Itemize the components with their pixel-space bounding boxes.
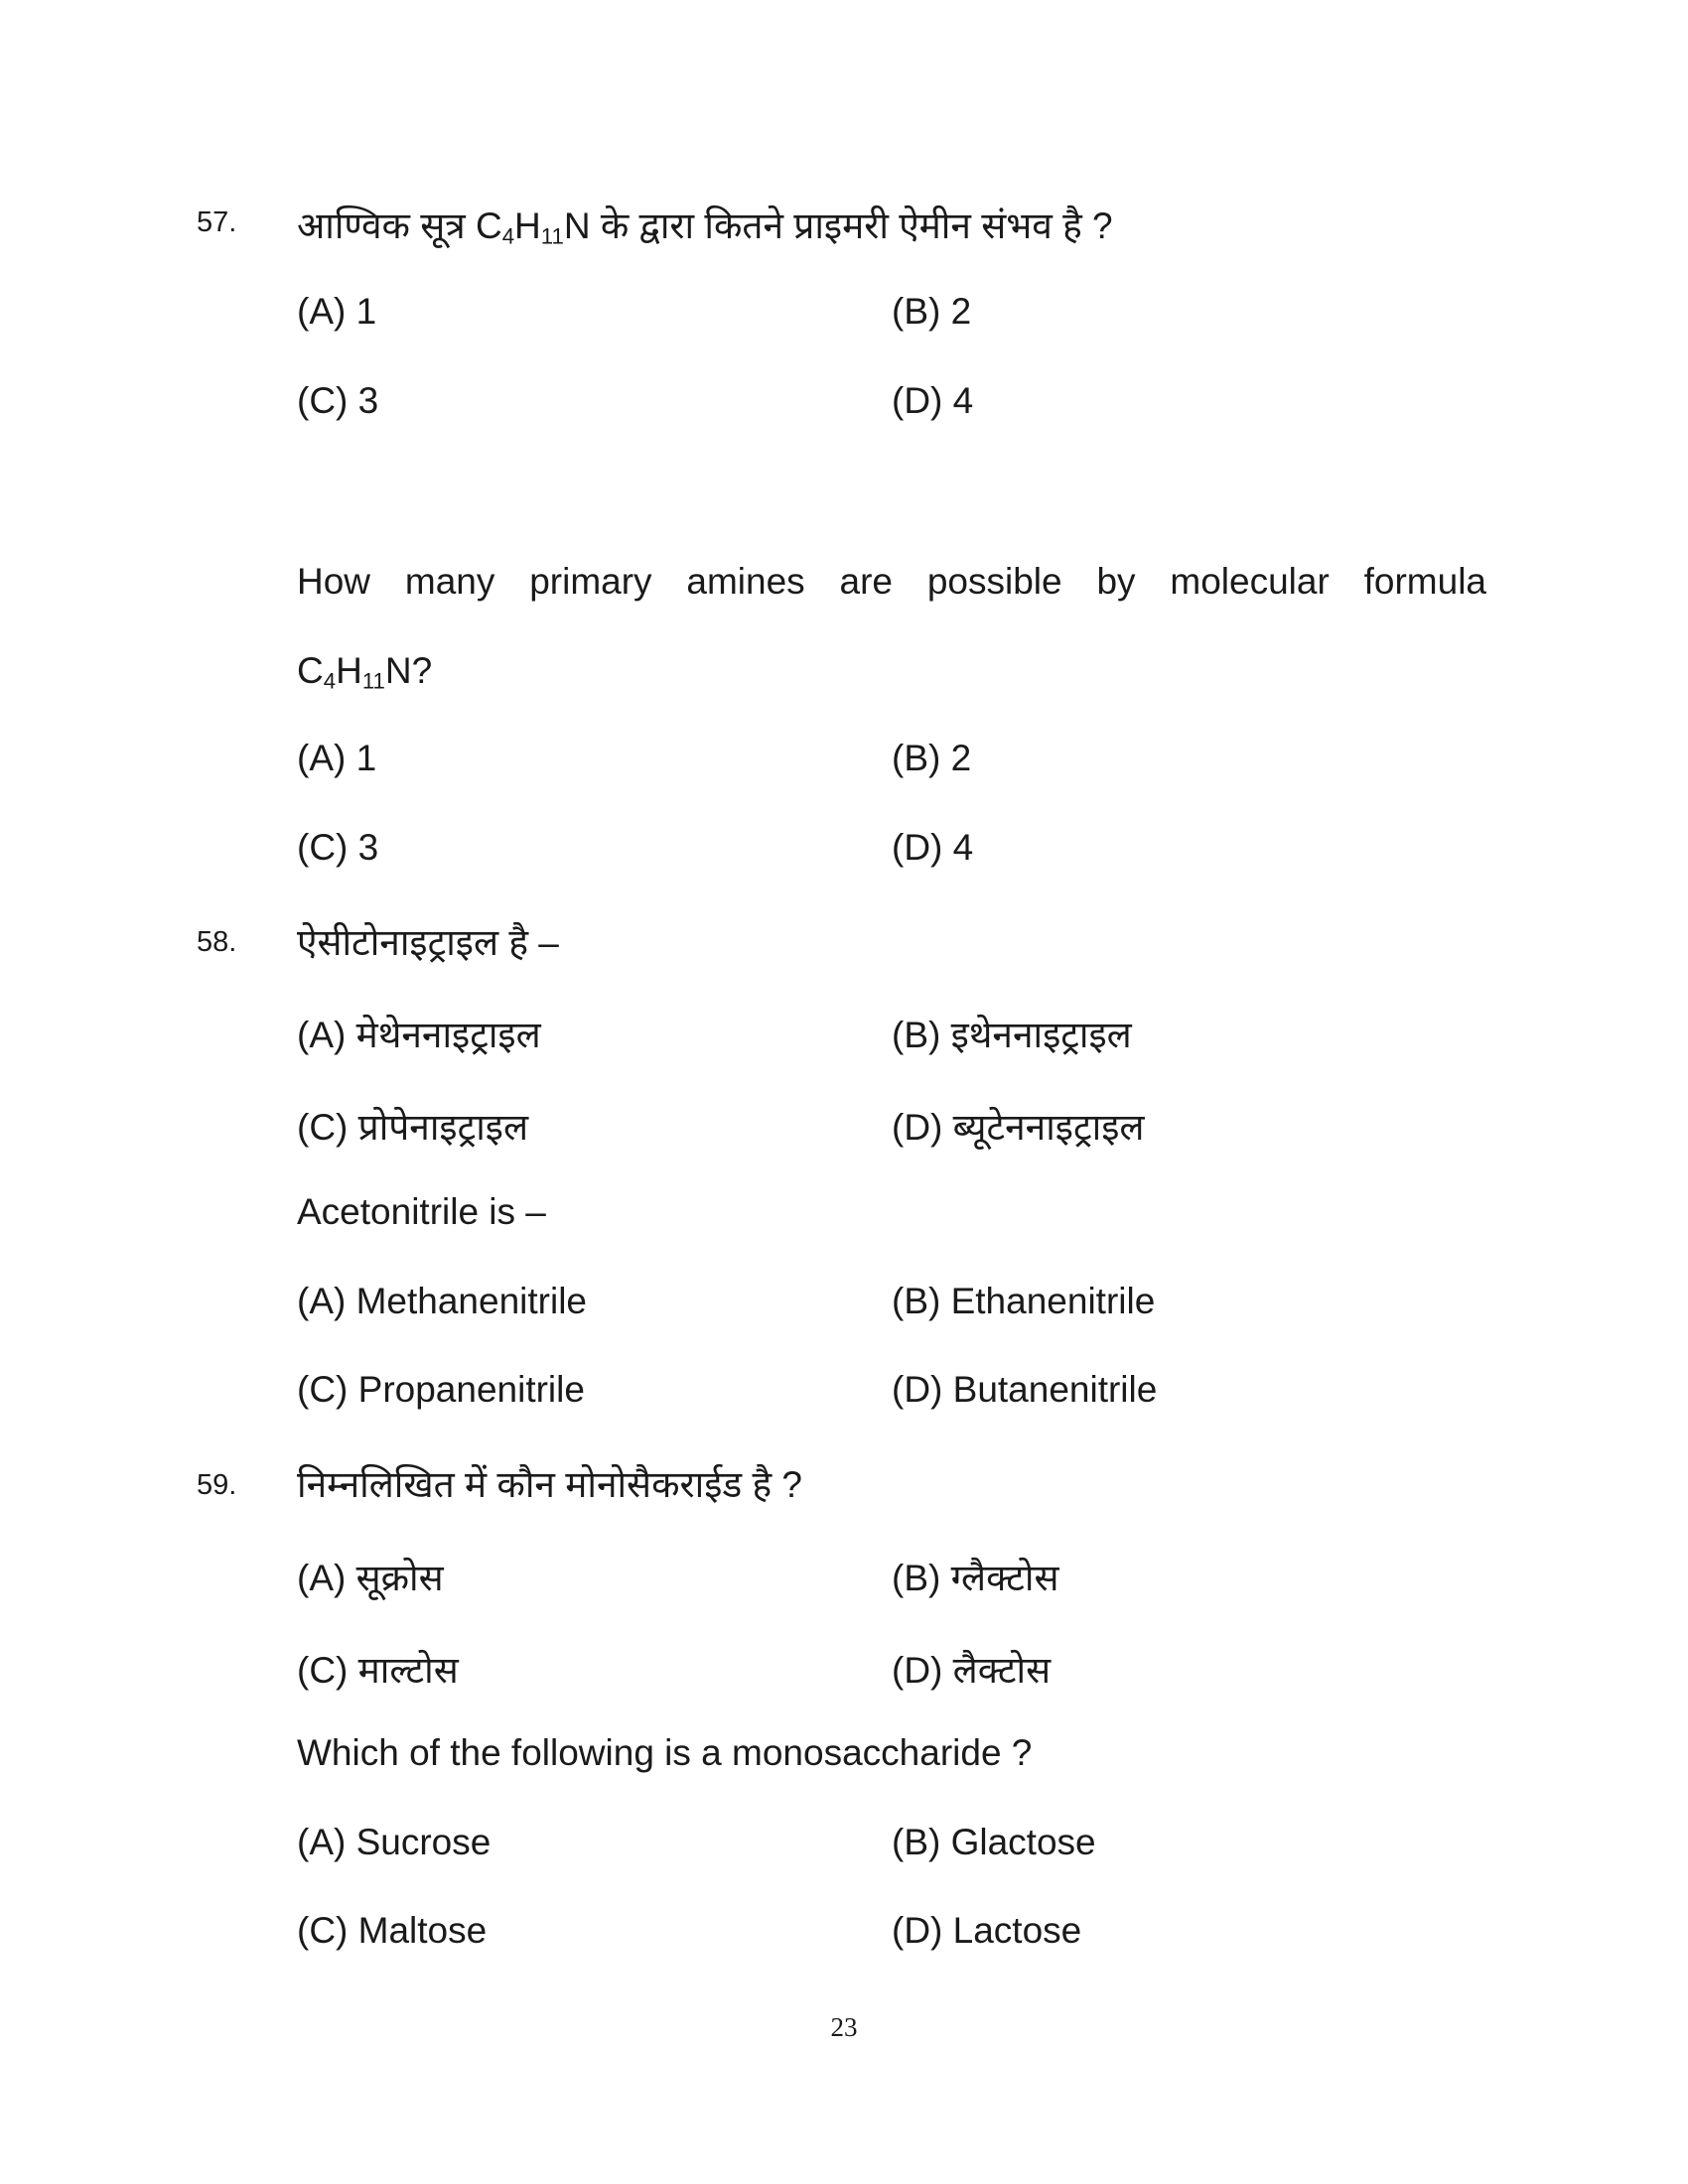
q59-hindi-option-b: (B) ग्लैक्टोस	[892, 1558, 1059, 1598]
q59-english-option-b: (B) Glactose	[892, 1822, 1096, 1862]
q58-hindi-option-b: (B) इथेननाइट्राइल	[892, 1015, 1132, 1055]
q58-hindi-option-d: (D) ब्यूटेननाइट्राइल	[892, 1107, 1145, 1148]
q57-hindi-question	[297, 199, 1113, 250]
q58-english-option-c: (C) Propanenitrile	[297, 1369, 585, 1410]
page-number: 23	[830, 2012, 858, 2042]
question-number-58: 58.	[197, 926, 237, 958]
q57-hindi-formula	[475, 205, 591, 249]
q57-english-question-line1: How many primary amines are possible by molecular formula	[297, 561, 1486, 602]
q57-english-option-c: (C) 3	[297, 827, 379, 868]
formula-h-sub: 11	[540, 223, 564, 249]
q57-hindi-option-d: (D) 4	[892, 380, 974, 421]
q58-hindi-option-c: (C) प्रोपेनाइट्राइल	[297, 1107, 529, 1148]
q58-english-question: Acetonitrile is –	[297, 1191, 546, 1232]
formula-c: C	[475, 205, 502, 246]
q57-hindi-prefix: आण्विक सूत्र	[297, 205, 476, 246]
q59-english-option-c: (C) Maltose	[297, 1910, 488, 1951]
q57-hindi-suffix: के द्वारा कितने प्राइमरी ऐमीन संभव है ?	[590, 205, 1113, 246]
q58-english-option-a: (A) Methanenitrile	[297, 1281, 588, 1321]
q57-hindi-option-a: (A) 1	[297, 291, 377, 332]
q58-english-option-d: (D) Butanenitrile	[892, 1369, 1158, 1410]
q58-english-option-b: (B) Ethanenitrile	[892, 1281, 1156, 1321]
q59-hindi-question: निम्नलिखित में कौन मोनोसैकराईड है ?	[297, 1464, 802, 1505]
formula-h-sub: 11	[361, 668, 385, 694]
formula-h: H	[336, 650, 362, 691]
question-number-59: 59.	[197, 1469, 237, 1501]
q58-hindi-option-a: (A) मेथेननाइट्राइल	[297, 1015, 541, 1055]
q59-hindi-option-a: (A) सूक्रोस	[297, 1558, 444, 1598]
formula-c: C	[297, 650, 324, 691]
q59-english-question: Which of the following is a monosaccharide ?	[297, 1732, 1033, 1773]
question-number-57: 57.	[197, 206, 237, 238]
formula-c-sub: 4	[501, 223, 515, 249]
q57-english-option-b: (B) 2	[892, 738, 972, 778]
q57-english-option-d: (D) 4	[892, 827, 974, 868]
q57-hindi-option-b: (B) 2	[892, 291, 972, 332]
q57-hindi-option-c: (C) 3	[297, 380, 379, 421]
q59-hindi-option-c: (C) माल्टोस	[297, 1650, 459, 1691]
formula-n: N?	[384, 650, 433, 691]
formula-c-sub: 4	[323, 668, 337, 694]
q59-hindi-option-d: (D) लैक्टोस	[892, 1650, 1052, 1691]
q59-english-option-a: (A) Sucrose	[297, 1822, 492, 1862]
q59-english-option-d: (D) Lactose	[892, 1910, 1082, 1951]
formula-n: N	[563, 205, 591, 246]
q58-hindi-question: ऐसीटोनाइट्राइल है –	[297, 922, 559, 963]
formula-h: H	[514, 205, 541, 246]
q57-english-formula	[297, 650, 432, 695]
q57-english-option-a: (A) 1	[297, 738, 377, 778]
